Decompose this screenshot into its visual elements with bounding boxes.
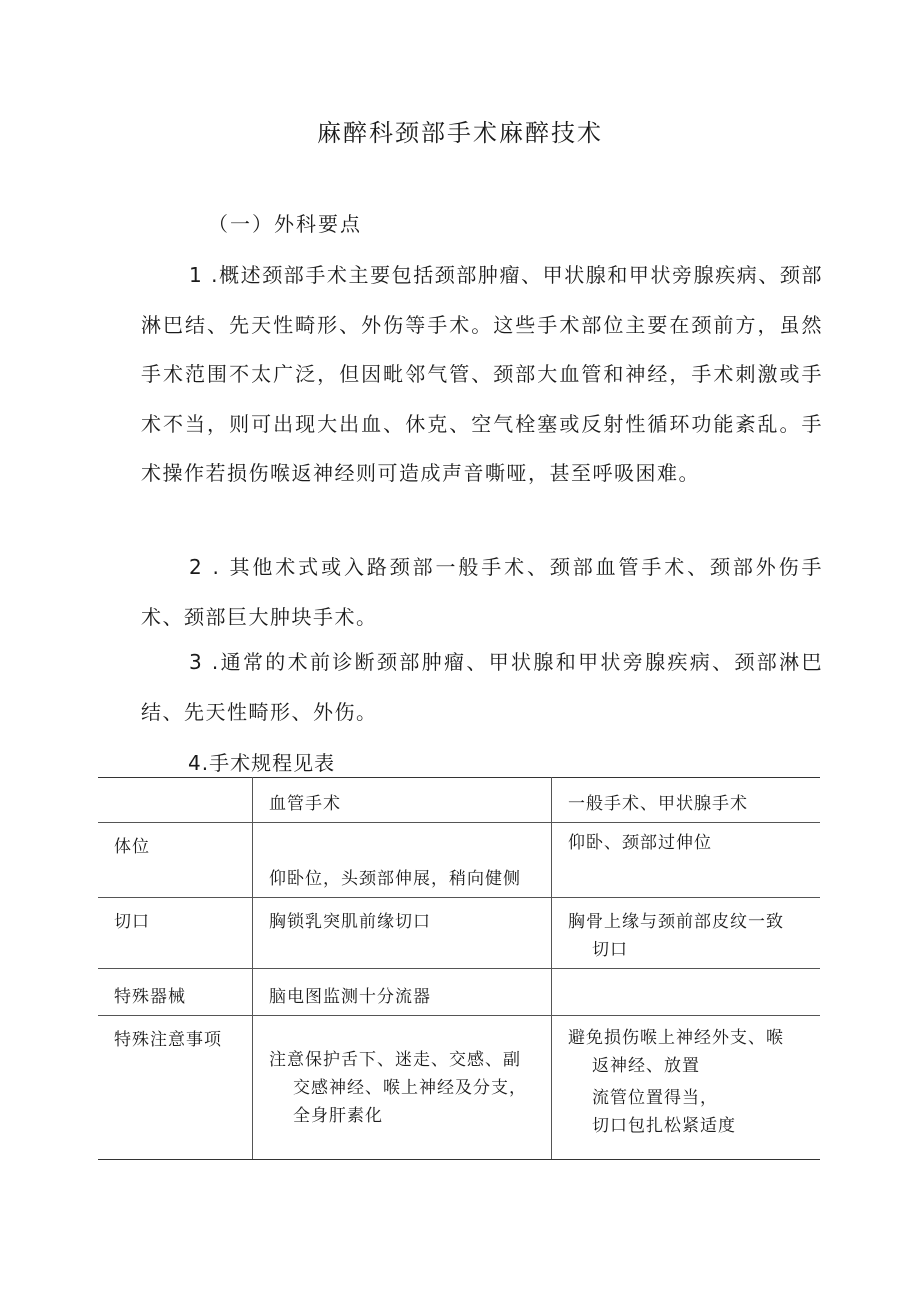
header-empty-cell — [98, 778, 253, 823]
instruments-vascular: 脑电图监测十分流器 — [253, 969, 552, 1016]
paragraph-overview: 1 .概述颈部手术主要包括颈部肿瘤、甲状腺和甲状旁腺疾病、颈部淋巴结、先天性畸形、外伤等手术。这些手术部位主要在颈前方，虽然手术范围不太广泛，但因毗邻气管、颈部大血管和神经，手术刺激或手术不当，则可出现大出血、休克、空气栓塞或反射性循环功能紊乱。手术操作若损伤喉返神经则可造成声音嘶哑，甚至呼吸困难。 — [141, 263, 823, 486]
notes-general: 避免损伤喉上神经外支、喉 返神经、放置 流管位置得当， 切口包扎松紧适度 — [552, 1016, 821, 1160]
paragraph-preop-diagnosis: 3 .通常的术前诊断颈部肿瘤、甲状腺和甲状旁腺疾病、颈部淋巴结、先天性畸形、外伤。 — [141, 650, 823, 724]
table-row-instruments — [98, 969, 820, 1016]
row-label-incision: 切口 — [98, 898, 253, 969]
table-caption: 4.手术规程见表 — [188, 751, 336, 775]
table-row-position — [98, 823, 820, 898]
section-heading: （一）外科要点 — [208, 212, 362, 236]
header-vascular: 血管手术 — [253, 778, 552, 823]
incision-vascular: 胸锁乳突肌前缘切口 — [253, 898, 552, 969]
header-general-thyroid: 一般手术、甲状腺手术 — [552, 778, 821, 823]
row-label-instruments: 特殊器械 — [98, 969, 253, 1016]
procedure-table — [98, 777, 820, 1160]
instruments-general — [552, 969, 821, 1016]
table-row-incision — [98, 898, 820, 969]
paragraph-other-approaches: 2 . 其他术式或入路颈部一般手术、颈部血管手术、颈部外伤手术、颈部巨大肿块手术。 — [141, 555, 823, 629]
position-general: 仰卧、颈部过伸位 — [552, 823, 821, 898]
incision-general: 胸骨上缘与颈前部皮纹一致 切口 — [552, 898, 821, 969]
row-label-position: 体位 — [98, 823, 253, 898]
row-label-notes: 特殊注意事项 — [98, 1016, 253, 1160]
table-row-notes — [98, 1016, 820, 1160]
document-title: 麻醉科颈部手术麻醉技术 — [317, 119, 603, 147]
table-header-row — [98, 778, 820, 823]
notes-vascular: 注意保护舌下、迷走、交感、副 交感神经、喉上神经及分支， 全身肝素化 — [253, 1016, 552, 1160]
position-vascular: 仰卧位，头颈部伸展，稍向健侧 — [253, 823, 552, 898]
